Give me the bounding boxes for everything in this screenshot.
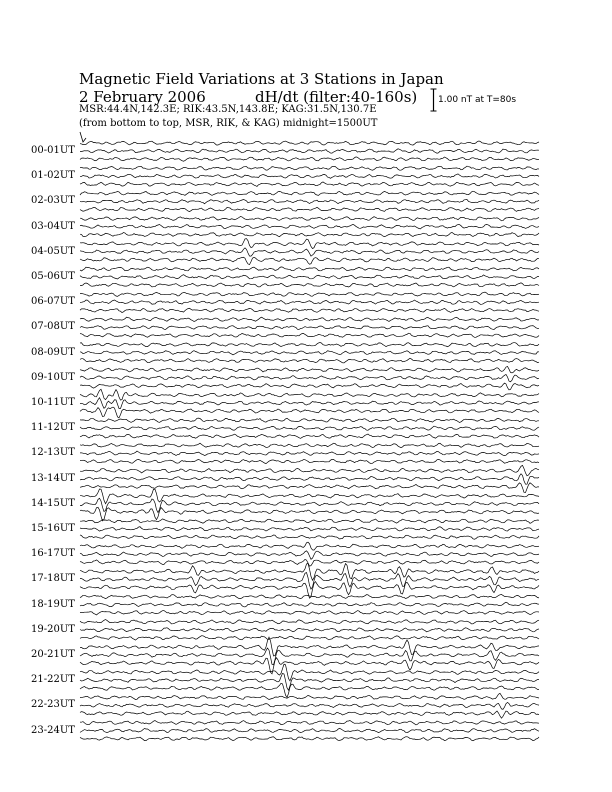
- trace-00-01UT-MSR: [80, 157, 539, 161]
- trace-08-09UT-KAG: [80, 343, 539, 347]
- trace-06-07UT-MSR: [80, 308, 539, 312]
- hour-label: 18-19UT: [31, 598, 75, 610]
- trace-19-20UT-MSR: [80, 636, 539, 640]
- trace-03-04UT-KAG: [80, 217, 539, 221]
- trace-18-19UT-RIK: [80, 602, 539, 607]
- hour-label: 08-09UT: [31, 346, 75, 358]
- trace-16-17UT-RIK: [80, 551, 539, 560]
- trace-11-12UT-RIK: [80, 426, 539, 430]
- trace-15-16UT-RIK: [80, 527, 539, 531]
- trace-06-07UT-RIK: [80, 300, 539, 304]
- trace-04-05UT-RIK: [80, 248, 539, 256]
- trace-16-17UT-KAG: [80, 542, 539, 550]
- hour-label: 22-23UT: [31, 699, 75, 711]
- hour-label: 23-24UT: [31, 724, 75, 736]
- trace-11-12UT-MSR: [80, 434, 539, 438]
- hour-label: 19-20UT: [31, 623, 75, 635]
- trace-10-11UT-RIK: [80, 398, 539, 409]
- trace-12-13UT-RIK: [80, 451, 539, 456]
- trace-15-16UT-KAG: [80, 519, 539, 523]
- hour-label: 17-18UT: [31, 573, 75, 585]
- hour-label: 10-11UT: [31, 397, 75, 408]
- trace-13-14UT-MSR: [80, 483, 539, 493]
- trace-01-02UT-KAG: [80, 166, 539, 170]
- trace-12-13UT-KAG: [80, 443, 539, 447]
- hour-label: 04-05UT: [31, 245, 75, 257]
- trace-13-14UT-RIK: [80, 474, 539, 484]
- trace-13-14UT-KAG: [80, 465, 539, 475]
- trace-09-10UT-KAG: [80, 366, 539, 373]
- trace-01-02UT-MSR: [80, 182, 539, 187]
- hour-label: 06-07UT: [31, 296, 75, 308]
- trace-19-20UT-KAG: [80, 620, 539, 624]
- trace-03-04UT-RIK: [80, 224, 539, 229]
- hour-label: 01-02UT: [31, 170, 75, 182]
- hour-label: 02-03UT: [31, 195, 75, 207]
- hour-label: 07-08UT: [31, 321, 75, 333]
- hour-label: 21-22UT: [31, 674, 75, 686]
- trace-09-10UT-MSR: [80, 383, 539, 390]
- trace-23-24UT-MSR: [80, 737, 539, 741]
- trace-23-24UT-RIK: [80, 728, 539, 732]
- trace-11-12UT-KAG: [80, 418, 539, 422]
- trace-00-01UT-KAG: [80, 141, 539, 145]
- trace-02-03UT-MSR: [80, 207, 539, 211]
- chart-title: Magnetic Field Variations at 3 Stations in Japan: [79, 70, 444, 88]
- trace-04-05UT-MSR: [80, 257, 539, 264]
- scale-label: 1.00 nT at T=80s: [438, 95, 517, 105]
- trace-22-23UT-MSR: [80, 711, 539, 718]
- order-note: (from bottom to top, MSR, RIK, & KAG) midnight=1500UT: [79, 118, 378, 129]
- trace-10-11UT-KAG: [80, 389, 539, 400]
- trace-08-09UT-MSR: [80, 358, 539, 363]
- trace-07-08UT-RIK: [80, 326, 539, 330]
- hour-label: 15-16UT: [31, 523, 75, 534]
- trace-16-17UT-MSR: [80, 559, 539, 566]
- quantity-label: dH/dt (filter:40-160s): [255, 88, 418, 106]
- hour-label: 12-13UT: [31, 447, 75, 459]
- start-marker: [80, 132, 86, 142]
- trace-15-16UT-MSR: [80, 535, 539, 539]
- date-label: 2 February 2006: [79, 88, 206, 106]
- trace-14-15UT-MSR: [80, 507, 539, 521]
- trace-02-03UT-KAG: [80, 191, 539, 195]
- trace-01-02UT-RIK: [80, 174, 539, 178]
- hour-label: 00-01UT: [31, 145, 75, 156]
- stations-label: MSR:44.4N,142.3E; RIK:43.5N,143.8E; KAG:31.5N,130.7E: [79, 104, 377, 115]
- trace-05-06UT-MSR: [80, 283, 539, 287]
- trace-17-18UT-RIK: [80, 573, 539, 590]
- trace-08-09UT-RIK: [80, 351, 539, 355]
- trace-22-23UT-KAG: [80, 693, 539, 699]
- trace-06-07UT-KAG: [80, 292, 539, 296]
- trace-09-10UT-RIK: [80, 375, 539, 382]
- hour-label: 13-14UT: [31, 472, 75, 484]
- trace-03-04UT-MSR: [80, 232, 539, 236]
- hour-label: 05-06UT: [31, 271, 75, 282]
- hour-label: 11-12UT: [31, 422, 75, 434]
- trace-12-13UT-MSR: [80, 459, 539, 463]
- trace-07-08UT-KAG: [80, 317, 539, 321]
- trace-23-24UT-KAG: [80, 721, 539, 725]
- trace-21-22UT-MSR: [80, 683, 539, 697]
- hour-label: 03-04UT: [31, 220, 75, 232]
- hour-label: 16-17UT: [31, 548, 75, 560]
- trace-00-01UT-RIK: [80, 149, 539, 153]
- trace-05-06UT-KAG: [80, 267, 539, 271]
- trace-10-11UT-MSR: [80, 407, 539, 418]
- trace-22-23UT-RIK: [80, 702, 539, 709]
- trace-07-08UT-MSR: [80, 333, 539, 337]
- hour-label: 20-21UT: [31, 649, 75, 660]
- trace-02-03UT-RIK: [80, 200, 539, 204]
- trace-19-20UT-RIK: [80, 628, 539, 632]
- trace-18-19UT-MSR: [80, 611, 539, 615]
- trace-04-05UT-KAG: [80, 239, 539, 249]
- trace-05-06UT-RIK: [80, 275, 539, 279]
- trace-14-15UT-KAG: [80, 489, 539, 504]
- hour-label: 14-15UT: [31, 497, 75, 509]
- hour-label: 09-10UT: [31, 371, 75, 383]
